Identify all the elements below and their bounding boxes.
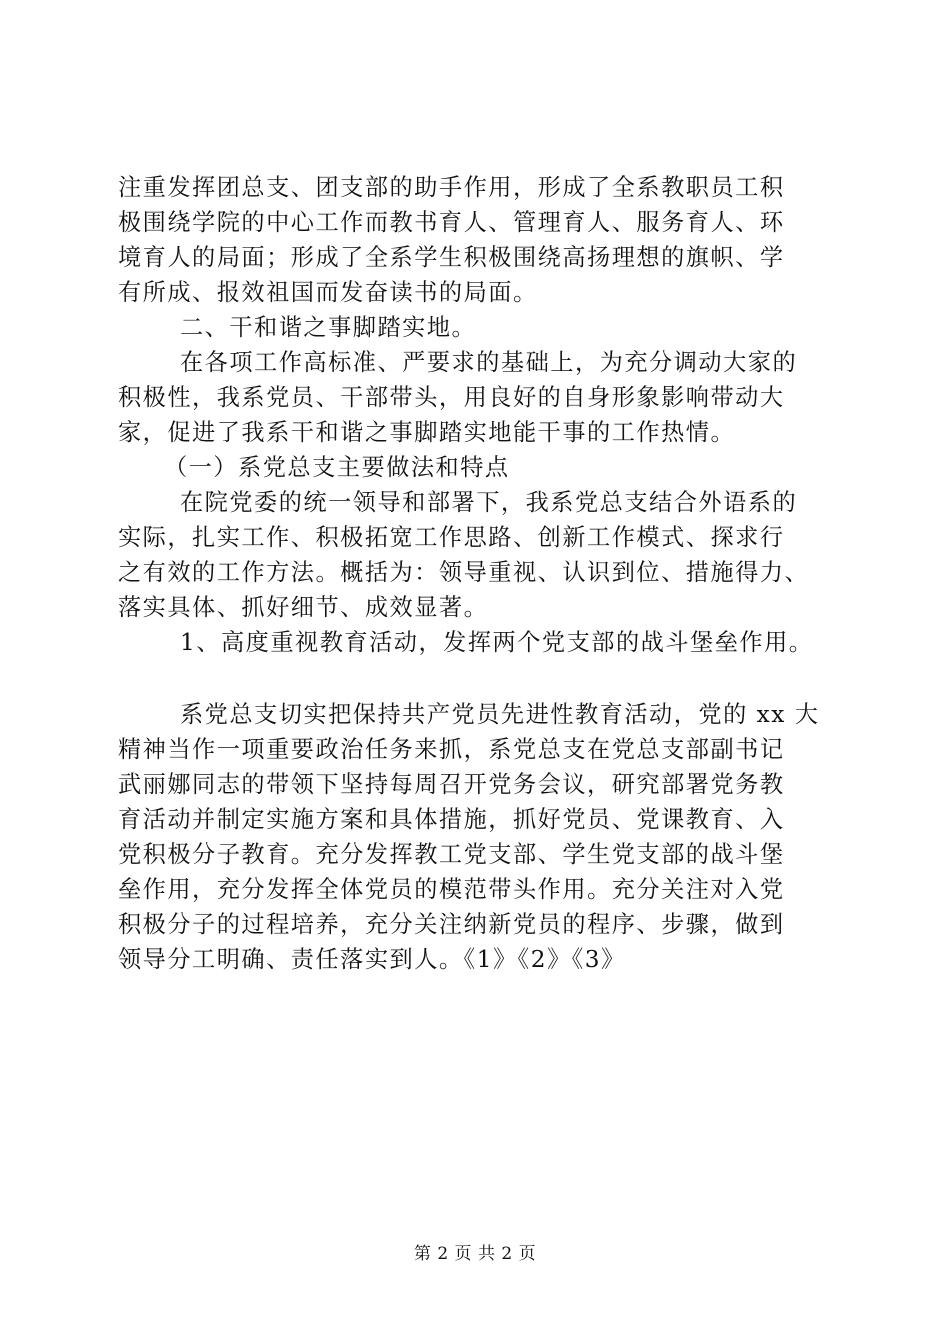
text-line: 实际，扎实工作、积极拓宽工作思路、创新工作模式、探求行 bbox=[118, 524, 785, 551]
paragraph bbox=[118, 485, 836, 625]
text-line: 境育人的局面；形成了全系学生积极围绕高扬理想的旗帜、学 bbox=[118, 244, 785, 271]
text-line: 家，促进了我系干和谐之事脚踏实地能干事的工作热情。 bbox=[118, 419, 736, 446]
subsection-heading bbox=[118, 450, 836, 485]
item-heading bbox=[118, 625, 836, 660]
text-line: 极围绕学院的中心工作而教书育人、管理育人、服务育人、环 bbox=[118, 209, 785, 236]
text-line: 有所成、报效祖国而发奋读书的局面。 bbox=[118, 279, 538, 306]
page-footer bbox=[0, 1243, 950, 1265]
text-line: 积极性，我系党员、干部带头，用良好的自身形象影响带动大 bbox=[118, 384, 785, 411]
section-heading bbox=[118, 310, 836, 345]
paragraph-continuation bbox=[118, 170, 836, 310]
text-line: 武丽娜同志的带领下坚持每周召开党务会议，研究部署党务教 bbox=[118, 771, 785, 798]
text-line: 之有效的工作方法。概括为：领导重视、认识到位、措施得力、 bbox=[118, 559, 810, 586]
paragraph bbox=[118, 697, 836, 977]
paragraph bbox=[118, 345, 836, 450]
text-line: 在各项工作高标准、严要求的基础上，为充分调动大家的 bbox=[180, 349, 798, 376]
text-line: 二、干和谐之事脚踏实地。 bbox=[180, 314, 477, 341]
text-line: 垒作用，充分发挥全体党员的模范带头作用。充分关注对入党 bbox=[118, 876, 785, 903]
text-line: 积极分子的过程培养，充分关注纳新党员的程序、步骤，做到 bbox=[118, 911, 785, 938]
text-line: 1、高度重视教育活动，发挥两个党支部的战斗堡垒作用。 bbox=[180, 629, 814, 656]
page-number-label: 第 2 页 共 2 页 bbox=[413, 1244, 537, 1264]
text-line: 落实具体、抓好细节、成效显著。 bbox=[118, 594, 489, 621]
text-line: 领导分工明确、责任落实到人。《1》《2》《3》 bbox=[118, 946, 626, 973]
text-line: 系党总支切实把保持共产党员先进性教育活动，党的 xx 大 bbox=[180, 701, 820, 728]
text-line: 在院党委的统一领导和部署下，我系党总支结合外语系的 bbox=[180, 489, 798, 516]
text-line: 注重发挥团总支、团支部的助手作用，形成了全系教职员工积 bbox=[118, 174, 785, 201]
document-body bbox=[118, 170, 836, 977]
text-line: 党积极分子教育。充分发挥教工党支部、学生党支部的战斗堡 bbox=[118, 841, 785, 868]
text-line: （一）系党总支主要做法和特点 bbox=[164, 454, 510, 481]
text-line: 育活动并制定实施方案和具体措施，抓好党员、党课教育、入 bbox=[118, 806, 785, 833]
text-line: 精神当作一项重要政治任务来抓，系党总支在党总支部副书记 bbox=[118, 736, 785, 763]
